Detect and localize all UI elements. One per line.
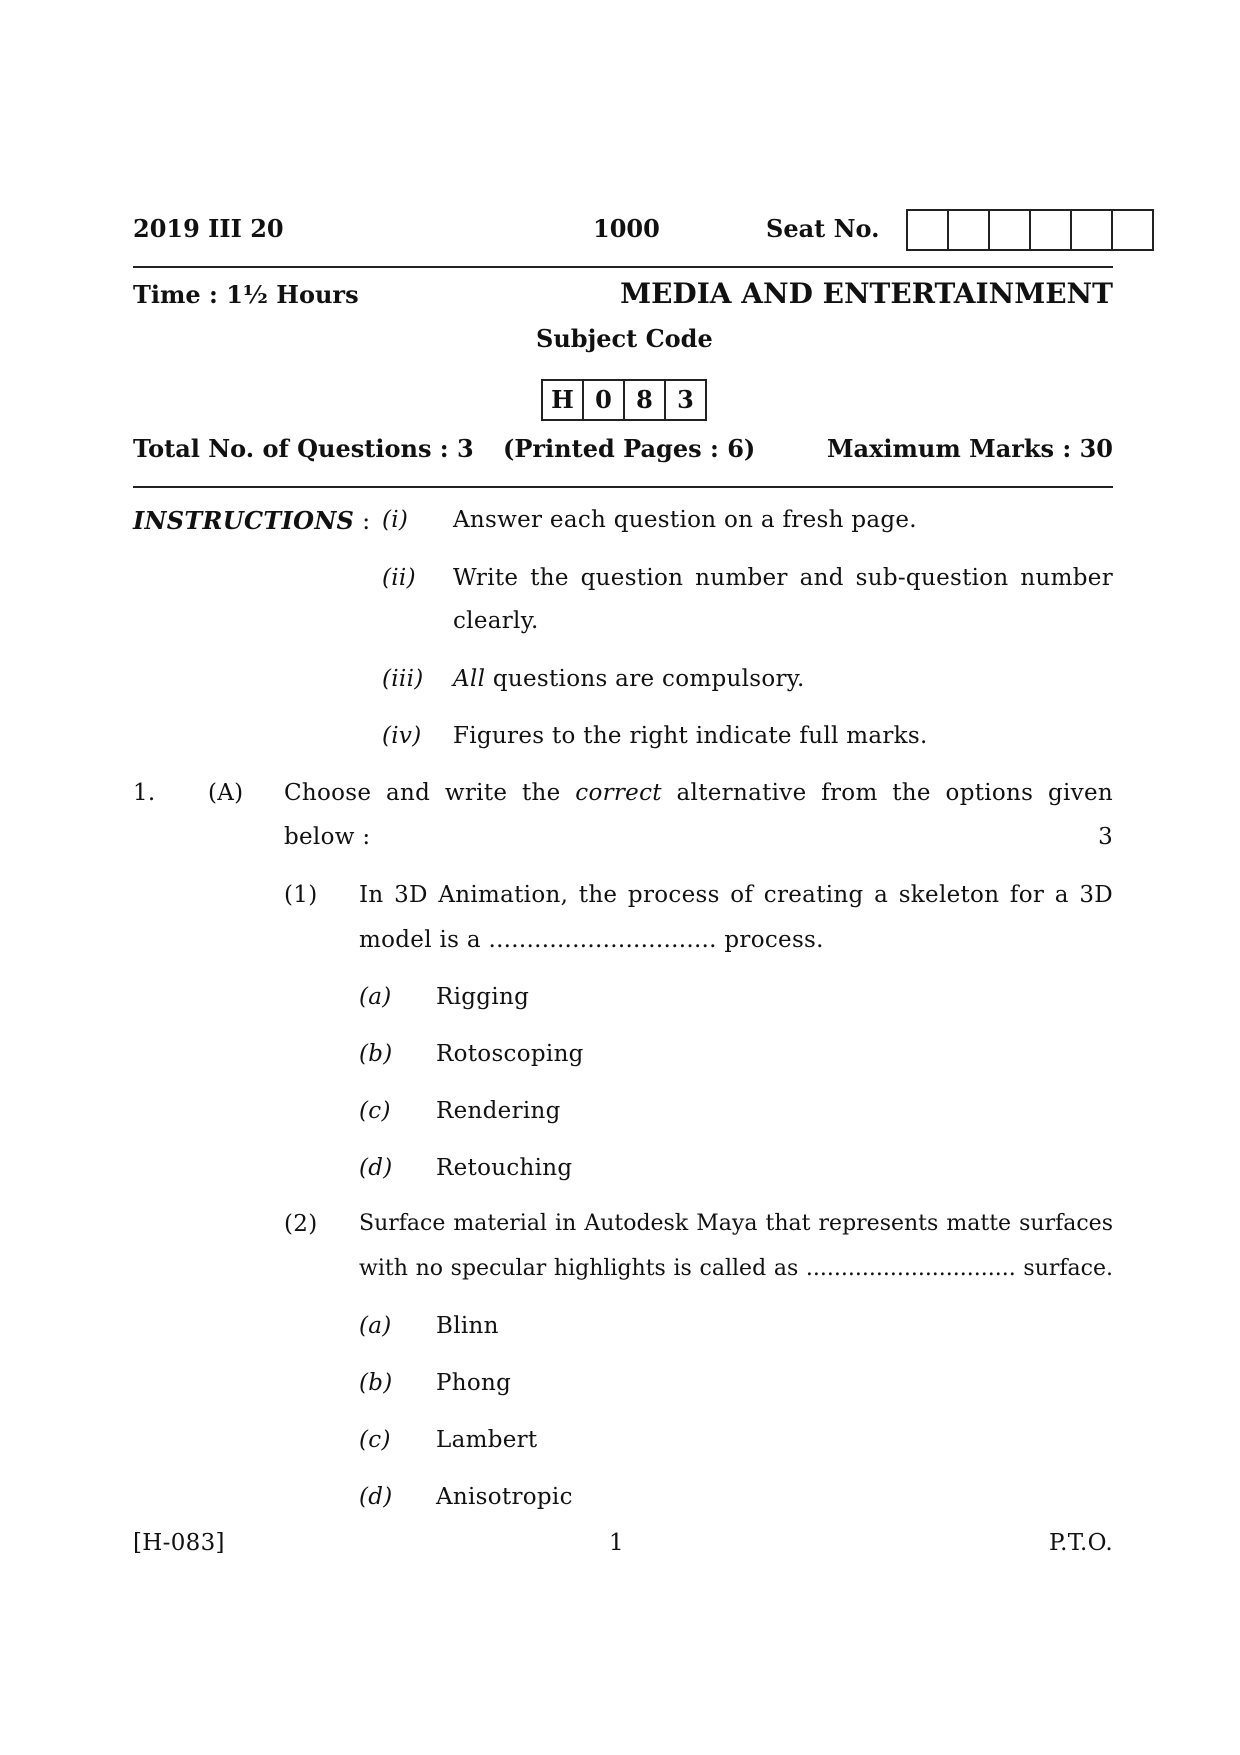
seat-box[interactable] [1113, 211, 1152, 249]
instructions-colon: : [362, 507, 371, 535]
subject-code-char: H [543, 381, 584, 419]
total-questions: Total No. of Questions : 3 [133, 434, 474, 463]
question-stem-cont: below : [284, 824, 371, 850]
option-label: (c) [359, 1427, 391, 1453]
instruction-text-cont: clearly. [453, 608, 539, 634]
option-label: (c) [359, 1098, 391, 1124]
footer-paper-code: [H-083] [133, 1530, 225, 1556]
question-marks: 3 [1098, 824, 1113, 850]
instructions-heading [133, 506, 371, 535]
instruction-text: Write the question number and sub-question number [453, 565, 1113, 591]
option-label: (b) [359, 1370, 393, 1396]
seat-box[interactable] [908, 211, 949, 249]
option-label: (d) [359, 1484, 393, 1510]
footer-page-number: 1 [609, 1530, 624, 1556]
option-text: Phong [436, 1370, 512, 1396]
copies-count: 1000 [593, 214, 660, 243]
subject-title: MEDIA AND ENTERTAINMENT [620, 277, 1113, 310]
subject-code-char: 8 [625, 381, 666, 419]
option-text: Anisotropic [436, 1484, 573, 1510]
seat-number-boxes[interactable] [906, 209, 1154, 251]
sub-question-text: Surface material in Autodesk Maya that represents matte surfaces [359, 1211, 1113, 1236]
printed-pages: (Printed Pages : 6) [503, 434, 756, 463]
option-text: Rotoscoping [436, 1041, 584, 1067]
instruction-text: All questions are compulsory. [453, 666, 805, 692]
sub-question-number: (1) [284, 882, 318, 908]
header-rule-bottom [133, 486, 1113, 488]
option-label: (d) [359, 1155, 393, 1181]
option-text: Lambert [436, 1427, 538, 1453]
instruction-num: (iii) [382, 666, 424, 692]
sub-question-number: (2) [284, 1211, 318, 1237]
sub-question-text-cont: with no specular highlights is called as .............................. surface. [359, 1256, 1113, 1281]
instruction-num: (iv) [382, 723, 422, 749]
option-label: (a) [359, 1313, 392, 1339]
sub-question-text-cont: model is a .............................. process. [359, 927, 824, 953]
instruction-text: Answer each question on a fresh page. [453, 507, 917, 533]
question-number: 1. [133, 780, 156, 806]
instruction-num: (ii) [382, 565, 416, 591]
option-text: Rigging [436, 984, 530, 1010]
option-label: (b) [359, 1041, 393, 1067]
subject-code-char: 0 [584, 381, 625, 419]
seat-box[interactable] [1031, 211, 1072, 249]
seat-box[interactable] [949, 211, 990, 249]
instructions-label: INSTRUCTIONS [133, 506, 355, 535]
question-stem: Choose and write the correct alternative from the options given [284, 780, 1113, 806]
seat-box[interactable] [990, 211, 1031, 249]
option-text: Rendering [436, 1098, 561, 1124]
option-text: Retouching [436, 1155, 573, 1181]
footer-pto: P.T.O. [1048, 1530, 1113, 1556]
header-rule-top [133, 266, 1113, 268]
exam-code: 2019 III 20 [133, 214, 284, 243]
seat-label: Seat No. [766, 214, 880, 243]
option-label: (a) [359, 984, 392, 1010]
subject-code-boxes [541, 379, 707, 421]
instruction-num: (i) [382, 507, 409, 533]
instruction-text: Figures to the right indicate full marks. [453, 723, 928, 749]
subject-code-char: 3 [677, 385, 694, 414]
question-part: (A) [208, 780, 244, 806]
seat-box[interactable] [1072, 211, 1113, 249]
sub-question-text: In 3D Animation, the process of creating a skeleton for a 3D [359, 882, 1113, 908]
time-allowed: Time : 1½ Hours [133, 280, 359, 309]
option-text: Blinn [436, 1313, 499, 1339]
maximum-marks: Maximum Marks : 30 [826, 434, 1113, 463]
subject-code-label: Subject Code [536, 324, 713, 353]
